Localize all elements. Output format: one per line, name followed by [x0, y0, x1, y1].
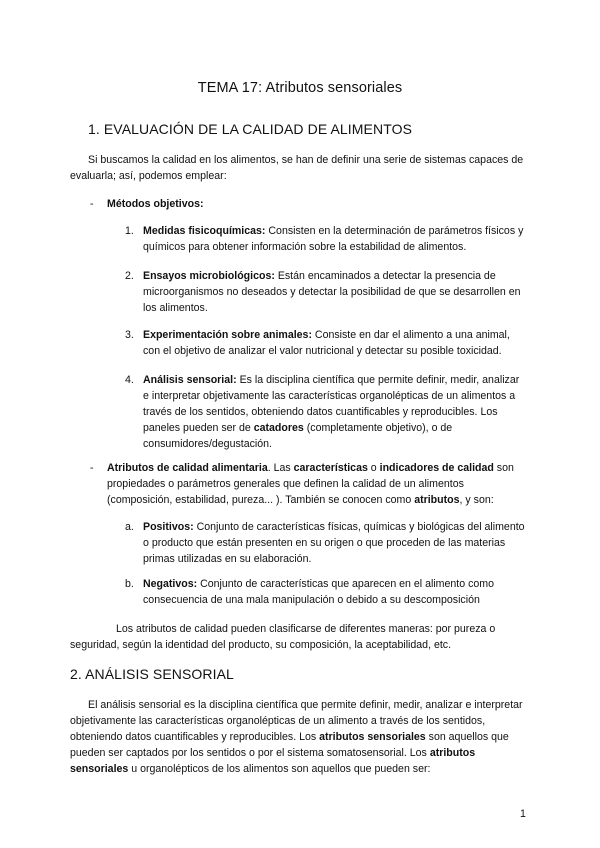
item-text: Consiste en dar el alimento a una animal, con el objetivo de analizar el valor nutricional y detectar su posible toxicidad. [143, 329, 510, 357]
item-text: Conjunto de características que aparecen en el alimento como consecuencia de una mala manipulación o debido a su descomposición [143, 578, 494, 606]
item-text: Es la disciplina científica que permite definir, medir, analizar e interpretar objetivamente las características organolépticas de un alimentos a través de los sentidos, obteniendo datos cuantificables y reproducibles. Los paneles pueden ser de [143, 374, 520, 434]
item-text: Conjunto de características físicas, químicas y biológicas del alimento o producto que están presenten en su origen o que proceden de las materias primas utilizadas en su elaboración. [143, 521, 525, 565]
item-term: Experimentación sobre animales: [143, 329, 312, 341]
atributos-text: . Las [267, 462, 294, 474]
list-letter: a. [125, 521, 134, 533]
atributos-text: son propiedades o parámetros generales que definen la calidad de un alimentos (composición, estabilidad, pureza... ). También se conocen como [107, 462, 514, 506]
atributos-text: , y son: [459, 494, 494, 506]
page-number: 1 [520, 808, 526, 820]
list-number: 1. [125, 225, 134, 237]
atributos-bold: indicadores de calidad [379, 462, 494, 474]
item-text-tail: (completamente objetivo), o de consumidores/degustación. [143, 422, 453, 450]
item-text: Están encaminados a detectar la presencia de microorganismos no deseados y detectar la posibilidad de que se desarrollen en los alimentos. [143, 270, 521, 314]
dash-bullet: - [90, 198, 94, 210]
atributos-term: Atributos de calidad alimentaria [107, 462, 268, 474]
atributos-bold: atributos [414, 494, 460, 506]
clasificacion-paragraph: Los atributos de calidad pueden clasificarse de diferentes maneras: por pureza o seguridad, según la identidad del producto, su composición, la aceptabilidad, etc. [70, 623, 496, 651]
paragraph-bold: atributos sensoriales [70, 747, 476, 775]
list-letter: b. [125, 578, 134, 590]
section-2-paragraph [70, 697, 530, 777]
dash-bullet: - [90, 462, 94, 474]
list-number: 4. [125, 374, 134, 386]
metodos-objetivos-heading: Métodos objetivos: [107, 198, 204, 210]
section-2-heading: 2. ANÁLISIS SENSORIAL [70, 666, 234, 682]
section-1-intro: Si buscamos la calidad en los alimentos, se han de definir una serie de sistemas capaces de evaluarla; así, podemos emplear: [70, 154, 524, 182]
section-1-heading: 1. EVALUACIÓN DE LA CALIDAD DE ALIMENTOS [88, 121, 413, 137]
item-term-secondary: catadores [253, 422, 304, 434]
atributos-text: o [367, 462, 380, 474]
item-term: Análisis sensorial: [143, 374, 237, 386]
item-term: Negativos: [143, 578, 198, 590]
list-number: 2. [125, 270, 134, 282]
item-term: Medidas fisicoquímicas: [143, 225, 266, 237]
item-term: Positivos: [143, 521, 194, 533]
list-number: 3. [125, 329, 134, 341]
paragraph-text: u organolépticos de los alimentos son aquellos que pueden ser: [128, 763, 431, 775]
paragraph-text: son aquellos que pueden ser captados por los sentidos o por el sistema somatosensorial. Los [70, 731, 509, 759]
document-title: TEMA 17: Atributos sensoriales [197, 80, 403, 96]
paragraph-text: El análisis sensorial es la disciplina científica que permite definir, medir, analizar e interpretar objetivamente las características organolépticas de un alimento a través de los sentidos, obteniendo datos cuantificables y reproducibles. Los [70, 699, 523, 743]
atributos-bold: características [293, 462, 368, 474]
item-text: Consisten en la determinación de parámetros físicos y químicos para obtener información sobre la estabilidad de alimentos. [143, 225, 524, 253]
item-term: Ensayos microbiológicos: [143, 270, 275, 282]
paragraph-bold: atributos sensoriales [319, 731, 426, 743]
